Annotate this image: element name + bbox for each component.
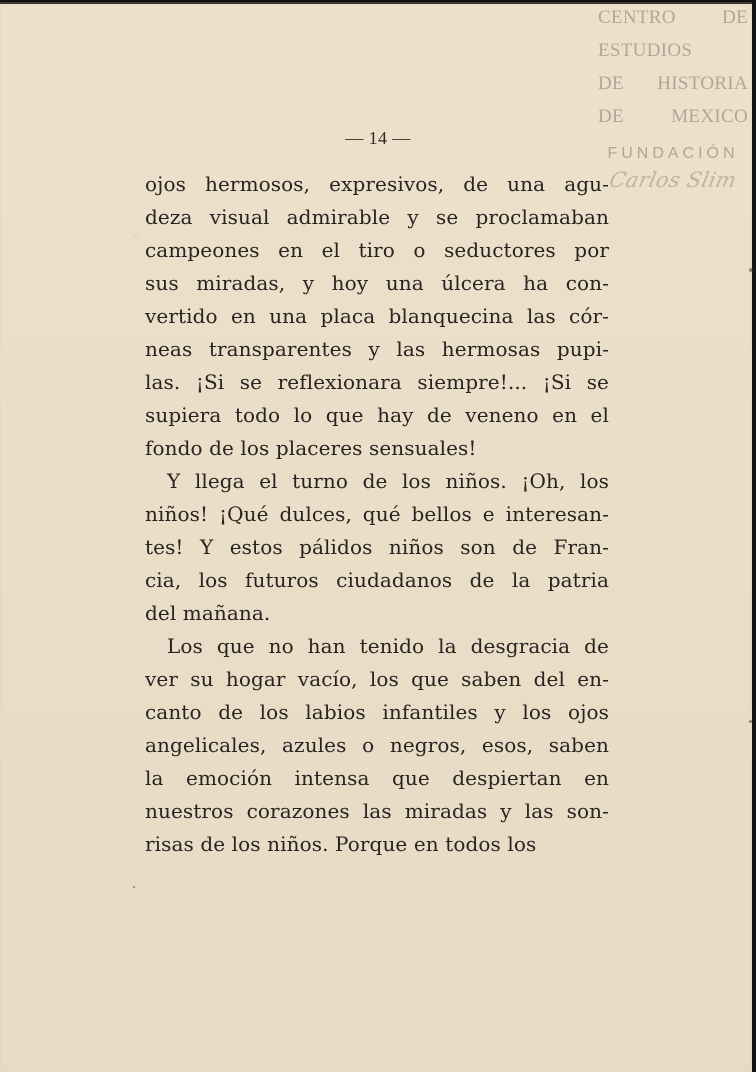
paragraph-1 — [145, 168, 609, 465]
text-line: niños! ¡Qué dulces, qué bellos e interesan- — [145, 502, 609, 526]
text-line: vertido en una placa blanquecina las cór- — [145, 304, 609, 328]
text-line: risas de los niños. Porque en todos los — [145, 832, 537, 856]
watermark-line-4: DE MEXICO — [598, 106, 748, 127]
text-line: Y llega el turno de los niños. ¡Oh, los — [167, 469, 609, 493]
watermark-signature: Carlos Slim — [607, 168, 739, 192]
page-number: — 14 — — [345, 128, 411, 148]
watermark-line-2: ESTUDIOS — [598, 40, 693, 61]
text-line: supiera todo lo que hay de veneno en el — [145, 403, 609, 427]
paragraph-2 — [145, 465, 609, 630]
scan-speck — [749, 268, 753, 272]
text-line: canto de los labios infantiles y los ojos — [145, 700, 609, 724]
text-line: deza visual admirable y se proclamaban — [145, 205, 609, 229]
text-line: cia, los futuros ciudadanos de la patria — [145, 568, 609, 592]
text-line: la emoción intensa que despiertan en — [145, 766, 609, 790]
scan-speck — [749, 720, 752, 723]
paragraph-3 — [145, 630, 609, 861]
text-line: ver su hogar vacío, los que saben del en- — [145, 667, 609, 691]
text-line: tes! Y estos pálidos niños son de Fran- — [145, 535, 609, 559]
text-line: angelicales, azules o negros, esos, saben — [145, 733, 609, 757]
text-line: nuestros corazones las miradas y las son- — [145, 799, 609, 823]
text-line: Los que no han tenido la desgracia de — [167, 634, 609, 658]
page-body — [145, 168, 609, 861]
watermark-line-1: CENTRO DE — [598, 7, 748, 28]
text-line: campeones en el tiro o seductores por — [145, 238, 609, 262]
watermark-line-3: DE HISTORIA — [598, 73, 748, 94]
scan-right-edge — [752, 0, 756, 1072]
text-line: sus miradas, y hoy una úlcera ha con- — [145, 271, 609, 295]
text-line: neas transparentes y las hermosas pupi- — [145, 337, 609, 361]
scan-speck — [133, 886, 135, 888]
text-line: las. ¡Si se reflexionara siempre!... ¡Si se — [145, 370, 609, 394]
text-line: ojos hermosos, expresivos, de una agu- — [145, 172, 609, 196]
watermark-foundation: FUNDACIÓN — [607, 145, 739, 162]
archive-watermark — [598, 4, 748, 192]
text-line: fondo de los placeres sensuales! — [145, 436, 477, 460]
text-line: del mañana. — [145, 601, 271, 625]
